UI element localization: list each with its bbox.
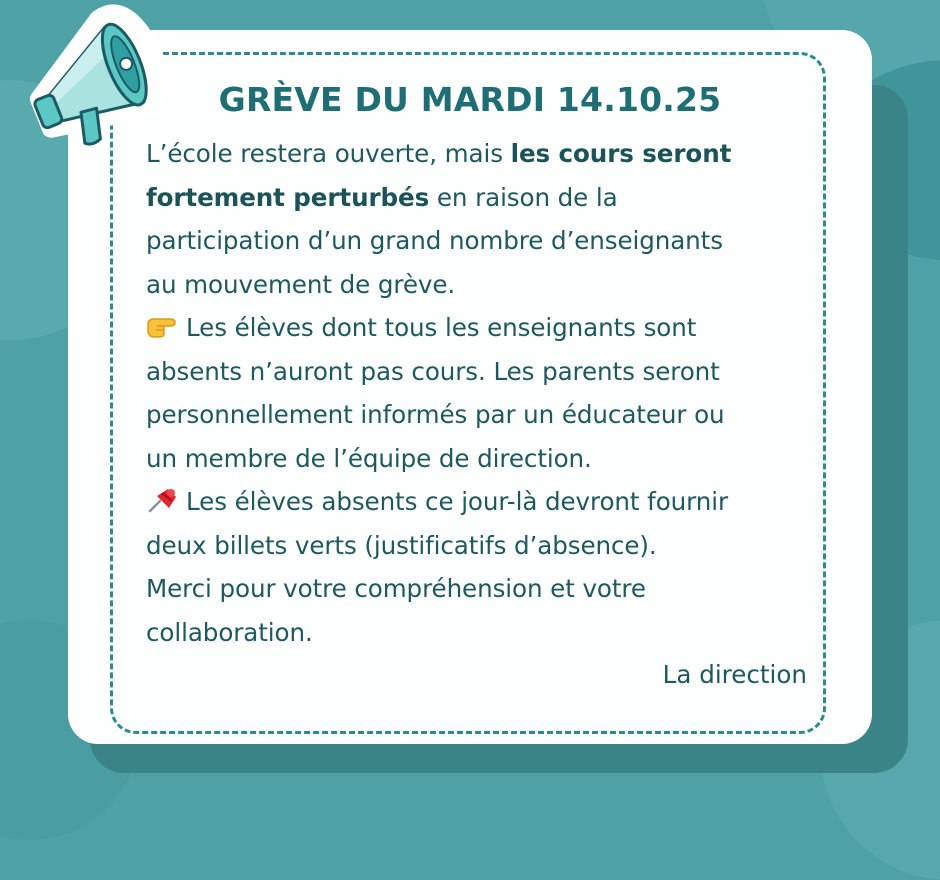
paragraph-line [146,480,818,524]
signature: La direction [662,660,807,689]
paragraph-line: collaboration. [146,617,313,647]
paragraph-line: deux billets verts (justificatifs d’absence). [146,530,657,560]
text-span: en raison de la [429,182,618,212]
paragraph-line: Merci pour votre compréhension et votre [146,574,646,603]
notice-title: GRÈVE DU MARDI 14.10.25 [218,80,722,119]
paragraph-line: personnellement informés par un éducateur ou [146,400,725,429]
text-span: L’école restera ouverte, mais [146,139,511,168]
paragraph-line [146,132,818,176]
text-span: Les élèves dont tous les enseignants sont [186,313,697,342]
bold-text: fortement perturbés [146,182,430,212]
paragraph-line: participation d’un grand nombre d’enseignants [146,226,723,255]
paragraph-line: au mouvement de grève. [146,269,456,299]
bold-text: les cours seront [510,139,732,168]
pushpin-icon [146,487,178,513]
paragraph-line [146,306,818,350]
paragraph-line: absents n’auront pas cours. Les parents seront [146,356,720,386]
notice-body [146,132,818,654]
pointing-hand-icon [146,313,178,339]
paragraph-line [146,176,818,220]
text-span: Les élèves absents ce jour-là devront fournir [186,487,728,516]
paragraph-line: un membre de l’équipe de direction. [146,443,592,473]
